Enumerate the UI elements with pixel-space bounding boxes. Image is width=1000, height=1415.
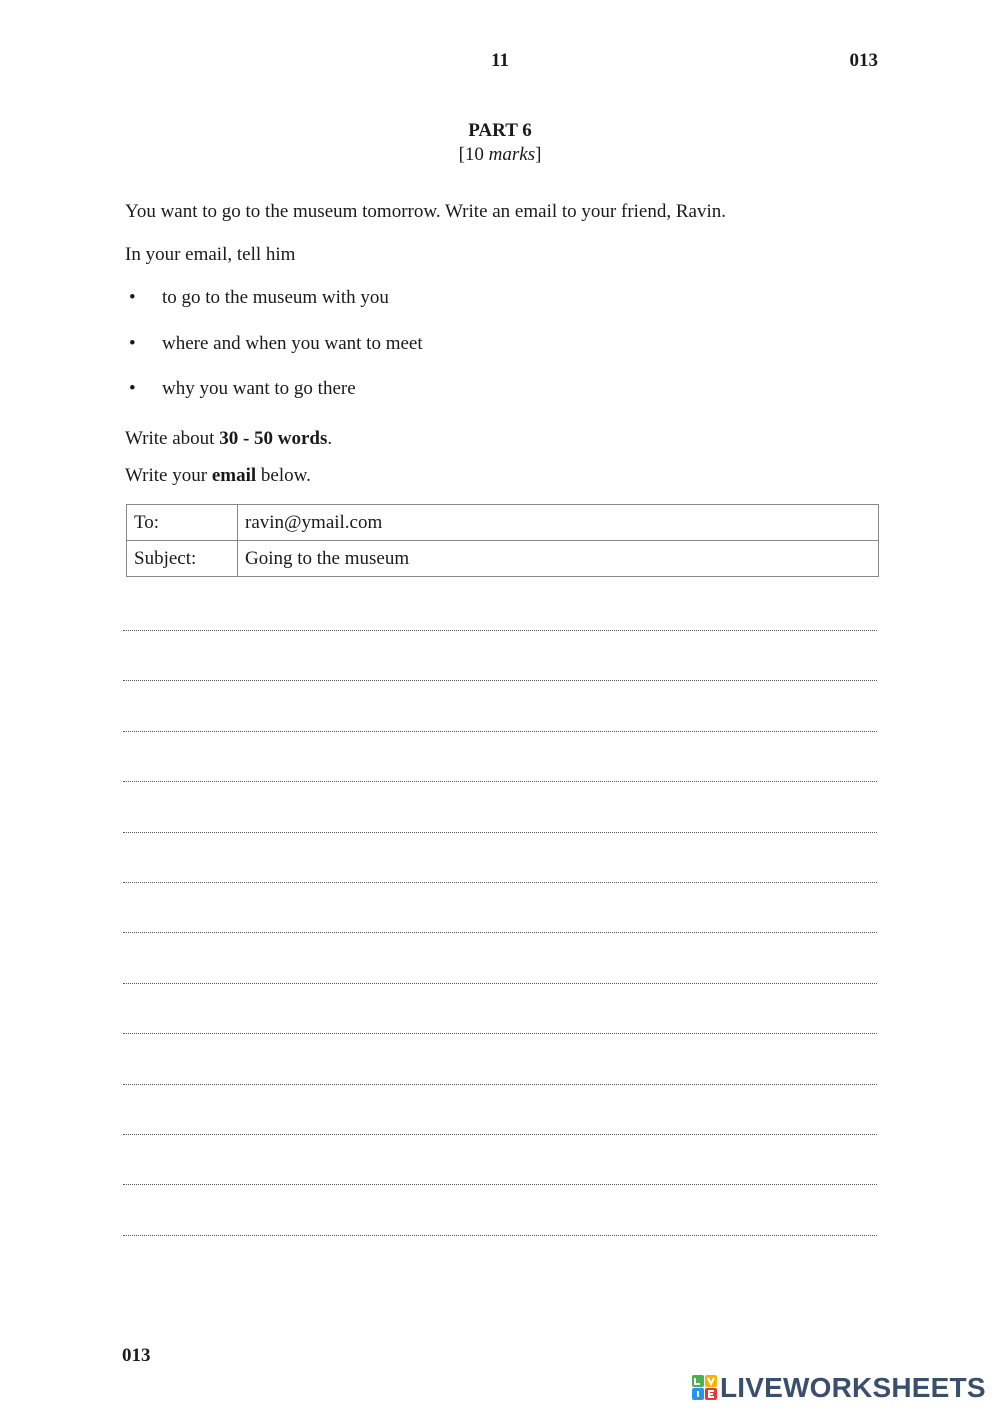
- bullet-icon: •: [129, 333, 136, 354]
- paper-code-footer: 013: [122, 1345, 151, 1366]
- bullet-icon: •: [129, 287, 136, 308]
- list-item: • to go to the museum with you: [125, 287, 389, 309]
- brand-name: LIVEWORKSHEETS: [720, 1372, 986, 1403]
- answer-line[interactable]: [123, 680, 877, 681]
- answer-line[interactable]: [123, 932, 877, 933]
- answer-line[interactable]: [123, 731, 877, 732]
- answer-line[interactable]: [123, 882, 877, 883]
- liveworksheets-brand: [692, 1372, 986, 1404]
- email-subject-row: [127, 541, 879, 577]
- subject-value: Going to the museum: [238, 541, 879, 577]
- email-to-row: [127, 505, 879, 541]
- task-intro: You want to go to the museum tomorrow. Write an email to your friend, Ravin.: [125, 201, 726, 222]
- answer-line[interactable]: [123, 1084, 877, 1085]
- to-label: To:: [127, 505, 238, 541]
- task-prompt: In your email, tell him: [125, 244, 296, 265]
- bullet-icon: •: [129, 378, 136, 399]
- answer-line[interactable]: [123, 1184, 877, 1185]
- email-header-table: [126, 504, 879, 577]
- answer-line[interactable]: [123, 1033, 877, 1034]
- answer-line[interactable]: [123, 983, 877, 984]
- page-number: 11: [491, 50, 509, 71]
- write-instruction: Write your email below.: [125, 465, 311, 486]
- answer-line[interactable]: [123, 1235, 877, 1236]
- answer-line[interactable]: [123, 781, 877, 782]
- marks-label: [10 marks]: [458, 144, 542, 165]
- paper-code-header: 013: [849, 50, 878, 71]
- answer-line[interactable]: [123, 630, 877, 631]
- list-item: • why you want to go there: [125, 378, 356, 400]
- liveworksheets-logo-icon: [692, 1375, 718, 1401]
- answer-line[interactable]: [123, 1134, 877, 1135]
- answer-line[interactable]: [123, 832, 877, 833]
- list-item: • where and when you want to meet: [125, 333, 423, 355]
- to-value: ravin@ymail.com: [238, 505, 879, 541]
- subject-label: Subject:: [127, 541, 238, 577]
- part-title: PART 6: [468, 120, 532, 141]
- word-count-instruction: Write about 30 - 50 words.: [125, 428, 333, 449]
